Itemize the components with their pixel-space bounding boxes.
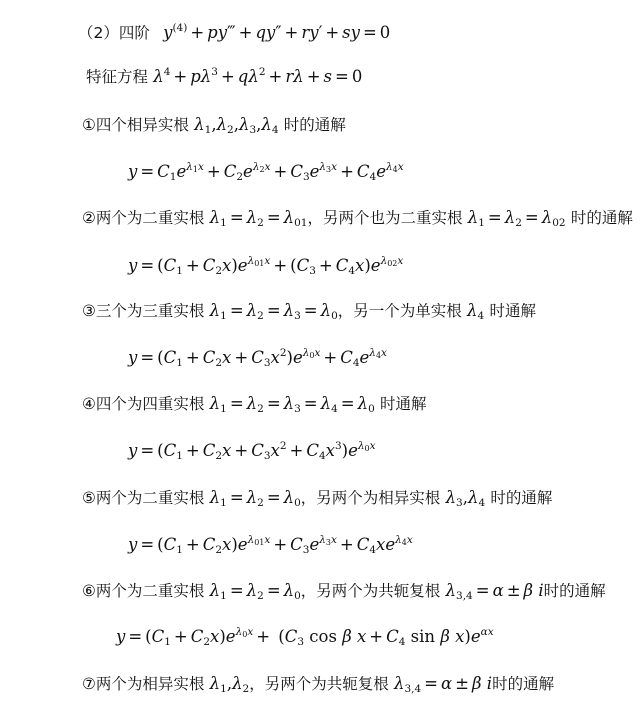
roots-formula: $\lambda_1 = \lambda_2 = \lambda_0$ (209, 488, 301, 509)
case-5-condition (82, 483, 640, 513)
case-text-middle: ，另两个为共轭复根 (249, 675, 389, 693)
case-text-after: 时的通解 (570, 209, 633, 227)
char-eq-label: 特征方程 (86, 68, 149, 86)
case-marker: ② (82, 209, 96, 227)
roots-formula-2: $\lambda_{3,4} = \alpha \pm \beta$ i (394, 674, 493, 695)
section-heading (78, 18, 640, 48)
roots-formula: $\lambda_1 = \lambda_2 = \lambda_{01}$ (209, 208, 308, 229)
general-solution-formula: $y = C_1e^{\lambda_1x} + C_2e^{\lambda_2x} + C_3e^{\lambda_3x} + C_4e^{\lambda_4x}$ (128, 161, 404, 183)
roots-formula: $\lambda_1 = \lambda_2 = \lambda_0$ (209, 581, 301, 602)
roots-formula: $\lambda_1,\lambda_2,\lambda_3,\lambda_4$ (194, 115, 279, 136)
roots-formula: $\lambda_1 = \lambda_2 = \lambda_3 = \lambda_4 = \lambda_0$ (209, 394, 375, 415)
ode-equation: $y^{(4)}$ + py‴ + qy″ + ry′ + sy = 0 (163, 22, 391, 42)
case-2-condition (82, 203, 640, 233)
general-solution-formula: $y = (C_1 + C_2x + C_3x^2 + C_4x^3)e^{\lambda_0x}$ (128, 440, 376, 462)
case-6-condition (82, 576, 640, 606)
case-4-solution (128, 436, 640, 466)
case-marker: ④ (82, 395, 96, 413)
case-text-middle: ，另一个为单实根 (337, 302, 462, 320)
roots-formula-2: $\lambda_{3,4} = \alpha \pm \beta$ i (445, 581, 544, 602)
case-7-condition (82, 669, 640, 699)
case-3-condition (82, 296, 640, 326)
case-marker: ① (82, 116, 96, 134)
roots-formula: $\lambda_1 = \lambda_2 = \lambda_3 = \lambda_0$ (209, 301, 338, 322)
case-3-solution (128, 343, 640, 373)
case-2-solution (128, 251, 640, 281)
roots-formula-2: $\lambda_4$ (467, 301, 485, 322)
case-text-after: 时通解 (380, 395, 427, 413)
case-text-after: 时的通解 (490, 489, 553, 507)
general-solution-formula: $y = (C_1 + C_2x + C_3x^2)e^{\lambda_0x} + C_4e^{\lambda_4x}$ (128, 347, 387, 369)
case-marker: ⑤ (82, 489, 96, 507)
roots-formula-2: $\lambda_1 = \lambda_2 = \lambda_{02}$ (467, 208, 566, 229)
general-solution-formula: $y = (C_1 + C_2x)e^{\lambda_0x} + (C_3$ cos β $x + C_4$ sin β $x)e^{\alpha x}$ (116, 626, 494, 648)
general-solution-formula: $y = (C_1 + C_2x)e^{\lambda_{01}x} + (C_3 + C_4x)e^{\lambda_{02}x}$ (128, 255, 404, 277)
case-1-solution (128, 157, 640, 187)
case-text-after: 时的通解 (543, 582, 606, 600)
case-text-middle: ，另两个为相异实根 (300, 489, 441, 507)
char-eq-formula: $\lambda^4 + p\lambda^3 + q\lambda^2 + r\lambda + s = 0$ (153, 66, 363, 86)
case-text-middle: ，另两个也为二重实根 (307, 209, 463, 227)
case-text: 两个为二重实根 (95, 489, 205, 507)
roots-formula-2: $\lambda_3,\lambda_4$ (445, 488, 486, 509)
case-text: 四个为四重实根 (95, 395, 205, 413)
case-5-solution (128, 530, 640, 560)
case-text: 两个为二重实根 (95, 209, 205, 227)
case-marker: ⑦ (82, 675, 96, 693)
case-text: 两个为二重实根 (95, 582, 205, 600)
case-text: 三个为三重实根 (95, 302, 205, 320)
case-text: 四个相异实根 (95, 116, 189, 134)
case-text-after: 时的通解 (492, 675, 555, 693)
case-text-after: 时的通解 (283, 116, 346, 134)
case-6-solution (116, 622, 640, 652)
case-marker: ⑥ (82, 582, 96, 600)
characteristic-equation (86, 62, 640, 92)
section-label: （2）四阶 (78, 24, 150, 42)
case-1-condition (82, 110, 640, 140)
case-text-middle: ，另两个为共轭复根 (300, 582, 441, 600)
general-solution-formula: $y = (C_1 + C_2x)e^{\lambda_{01}x} + C_3e^{\lambda_3x} + C_4xe^{\lambda_4x}$ (128, 534, 413, 556)
roots-formula: $\lambda_1,\lambda_2$ (209, 674, 250, 695)
case-text: 两个为相异实根 (95, 675, 205, 693)
case-text-after: 时通解 (489, 302, 536, 320)
case-4-condition (82, 389, 640, 419)
case-marker: ③ (82, 302, 96, 320)
